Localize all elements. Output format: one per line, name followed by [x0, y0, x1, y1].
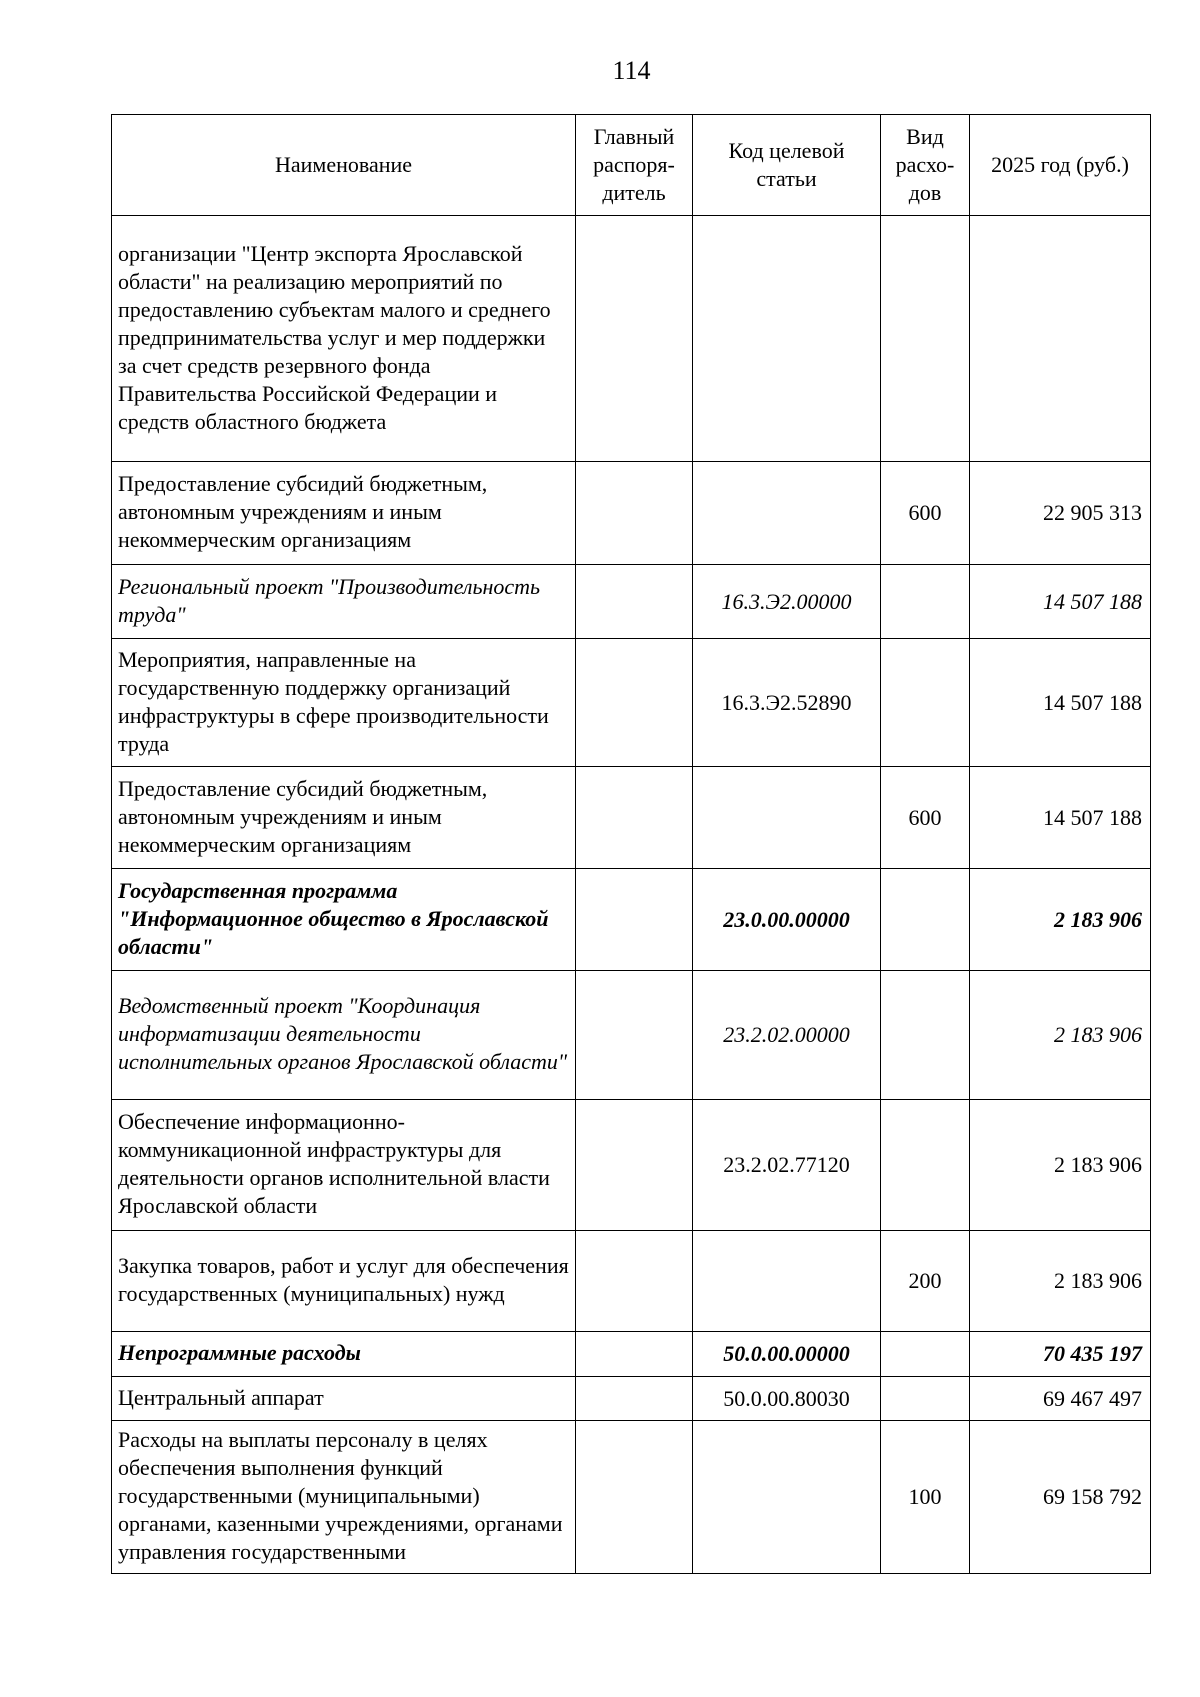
row-amount: 69 158 792 [970, 1421, 1151, 1574]
row-admin [576, 565, 693, 639]
row-kind [881, 971, 970, 1100]
row-code [693, 1421, 881, 1574]
row-admin [576, 1421, 693, 1574]
row-name: Предоставление субсидий бюджетным, автономным учреждениям и иным некоммерческим организациям [112, 462, 576, 565]
page-number: 114 [612, 56, 651, 85]
row-code: 23.2.02.77120 [693, 1100, 881, 1231]
table-row [112, 639, 1151, 767]
row-amount: 69 467 497 [970, 1377, 1151, 1421]
row-kind: 600 [881, 767, 970, 869]
row-amount: 14 507 188 [970, 767, 1151, 869]
row-code: 16.3.Э2.52890 [693, 639, 881, 767]
table-row [112, 767, 1151, 869]
row-amount: 14 507 188 [970, 565, 1151, 639]
row-kind: 100 [881, 1421, 970, 1574]
row-amount: 2 183 906 [970, 869, 1151, 971]
row-name: Региональный проект "Производительность труда" [112, 565, 576, 639]
row-name: Государственная программа "Информационное общество в Ярославской области" [112, 869, 576, 971]
row-code [693, 1231, 881, 1332]
row-kind [881, 869, 970, 971]
row-name: Предоставление субсидий бюджетным, автономным учреждениям и иным некоммерческим организациям [112, 767, 576, 869]
row-kind [881, 1100, 970, 1231]
row-kind [881, 565, 970, 639]
row-name: Расходы на выплаты персоналу в целях обеспечения выполнения функций государственными (муниципальными) органами, казенными учреждениями, органами управления государственными [112, 1421, 576, 1574]
row-code: 23.0.00.00000 [693, 869, 881, 971]
row-code [693, 767, 881, 869]
row-admin [576, 639, 693, 767]
row-name: организации "Центр экспорта Ярославской области" на реализацию мероприятий по предоставлению субъектам малого и среднего предпринимательства услуг и мер поддержки за счет средств резервного фонда Правительства Российской Федерации и средств областного бюджета [112, 216, 576, 462]
row-name: Ведомственный проект "Координация информатизации деятельности исполнительных органов Ярославской области" [112, 971, 576, 1100]
table-row [112, 971, 1151, 1100]
row-admin [576, 1377, 693, 1421]
row-kind [881, 639, 970, 767]
table-header-row [112, 115, 1151, 216]
table-row [112, 1100, 1151, 1231]
row-kind [881, 216, 970, 462]
row-admin [576, 462, 693, 565]
row-amount [970, 216, 1151, 462]
row-kind: 600 [881, 462, 970, 565]
row-amount: 2 183 906 [970, 971, 1151, 1100]
row-admin [576, 216, 693, 462]
row-amount: 22 905 313 [970, 462, 1151, 565]
row-admin [576, 767, 693, 869]
table-row [112, 1421, 1151, 1574]
row-name: Центральный аппарат [112, 1377, 576, 1421]
row-amount: 14 507 188 [970, 639, 1151, 767]
table-row [112, 462, 1151, 565]
row-kind [881, 1332, 970, 1377]
row-admin [576, 1332, 693, 1377]
header-code: Код целевой статьи [693, 115, 881, 216]
row-admin [576, 971, 693, 1100]
row-name: Непрограммные расходы [112, 1332, 576, 1377]
row-admin [576, 869, 693, 971]
row-code [693, 462, 881, 565]
table-row [112, 216, 1151, 462]
row-kind: 200 [881, 1231, 970, 1332]
row-amount: 2 183 906 [970, 1231, 1151, 1332]
header-kind: Вид расхо-дов [881, 115, 970, 216]
row-name: Мероприятия, направленные на государственную поддержку организаций инфраструктуры в сфере производительности труда [112, 639, 576, 767]
table-row [112, 1377, 1151, 1421]
row-name: Обеспечение информационно-коммуникационной инфраструктуры для деятельности органов исполнительной власти Ярославской области [112, 1100, 576, 1231]
row-name: Закупка товаров, работ и услуг для обеспечения государственных (муниципальных) нужд [112, 1231, 576, 1332]
budget-table [111, 114, 1151, 1574]
row-amount: 2 183 906 [970, 1100, 1151, 1231]
row-code: 23.2.02.00000 [693, 971, 881, 1100]
row-admin [576, 1100, 693, 1231]
header-admin: Главный распоря-дитель [576, 115, 693, 216]
row-kind [881, 1377, 970, 1421]
row-code: 50.0.00.80030 [693, 1377, 881, 1421]
table-row [112, 1332, 1151, 1377]
table-row [112, 1231, 1151, 1332]
row-code: 50.0.00.00000 [693, 1332, 881, 1377]
table-row [112, 565, 1151, 639]
table-row [112, 869, 1151, 971]
row-code [693, 216, 881, 462]
row-admin [576, 1231, 693, 1332]
header-name: Наименование [112, 115, 576, 216]
row-amount: 70 435 197 [970, 1332, 1151, 1377]
row-code: 16.3.Э2.00000 [693, 565, 881, 639]
header-amount: 2025 год (руб.) [970, 115, 1151, 216]
